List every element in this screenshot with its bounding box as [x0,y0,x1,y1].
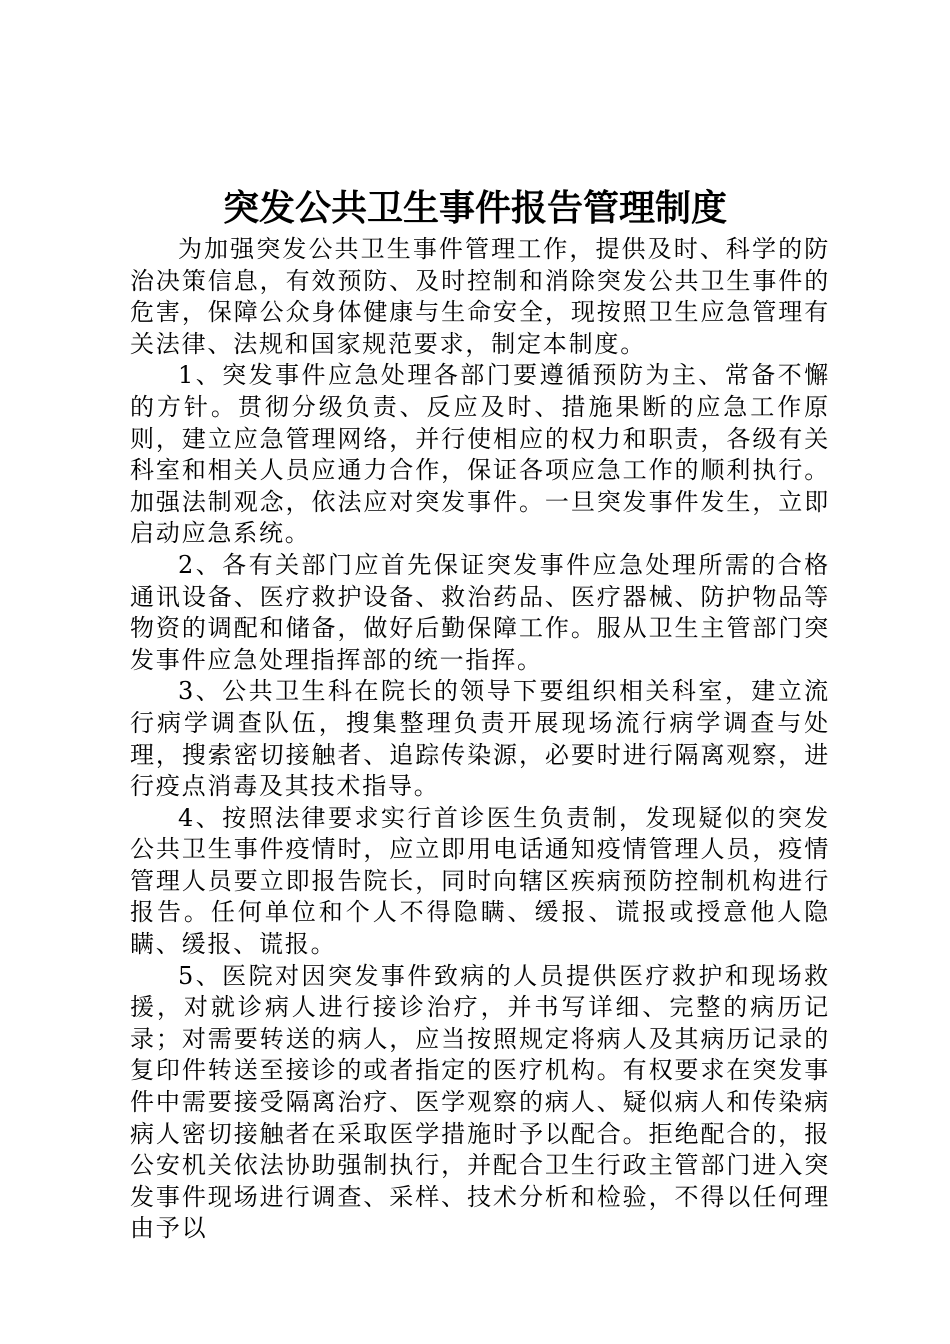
document-body [130,234,830,1245]
clause-1-paragraph: 1、突发事件应急处理各部门要遵循预防为主、常备不懈的方针。贯彻分级负责、反应及时、措施果断的应急工作原则，建立应急管理网络，并行使相应的权力和职责，各级有关科室和相关人员应通力合作，保证各项应急工作的顺利执行。加强法制观念，依法应对突发事件。一旦突发事件发生，立即启动应急系统。 [130,361,830,548]
intro-paragraph: 为加强突发公共卫生事件管理工作，提供及时、科学的防治决策信息，有效预防、及时控制和消除突发公共卫生事件的危害，保障公众身体健康与生命安全，现按照卫生应急管理有关法律、法规和国家规范要求，制定本制度。 [130,235,830,358]
clause-4-paragraph: 4、按照法律要求实行首诊医生负责制，发现疑似的突发公共卫生事件疫情时，应立即用电话通知疫情管理人员，疫情管理人员要立即报告院长，同时向辖区疾病预防控制机构进行报告。任何单位和个人不得隐瞒、缓报、谎报或授意他人隐瞒、缓报、谎报。 [130,803,830,959]
clause-3-paragraph: 3、公共卫生科在院长的领导下要组织相关科室，建立流行病学调查队伍，搜集整理负责开展现场流行病学调查与处理，搜索密切接触者、追踪传染源，必要时进行隔离观察，进行疫点消毒及其技术指导。 [130,677,830,801]
document-title: 突发公共卫生事件报告管理制度 [222,187,727,229]
clause-5-paragraph: 5、医院对因突发事件致病的人员提供医疗救护和现场救援，对就诊病人进行接诊治疗，并书写详细、完整的病历记录；对需要转送的病人，应当按照规定将病人及其病历记录的复印件转送至接诊的或者指定的医疗机构。有权要求在突发事件中需要接受隔离治疗、医学观察的病人、疑似病人和传染病病人密切接触者在采取医学措施时予以配合。拒绝配合的，报公安机关依法协助强制执行，并配合卫生行政主管部门进入突发事件现场进行调查、采样、技术分析和检验，不得以任何理由予以 [130,961,830,1243]
clause-2-paragraph: 2、各有关部门应首先保证突发事件应急处理所需的合格通讯设备、医疗救护设备、救治药品、医疗器械、防护物品等物资的调配和储备，做好后勤保障工作。服从卫生主管部门突发事件应急处理指挥部的统一指挥。 [130,550,830,674]
